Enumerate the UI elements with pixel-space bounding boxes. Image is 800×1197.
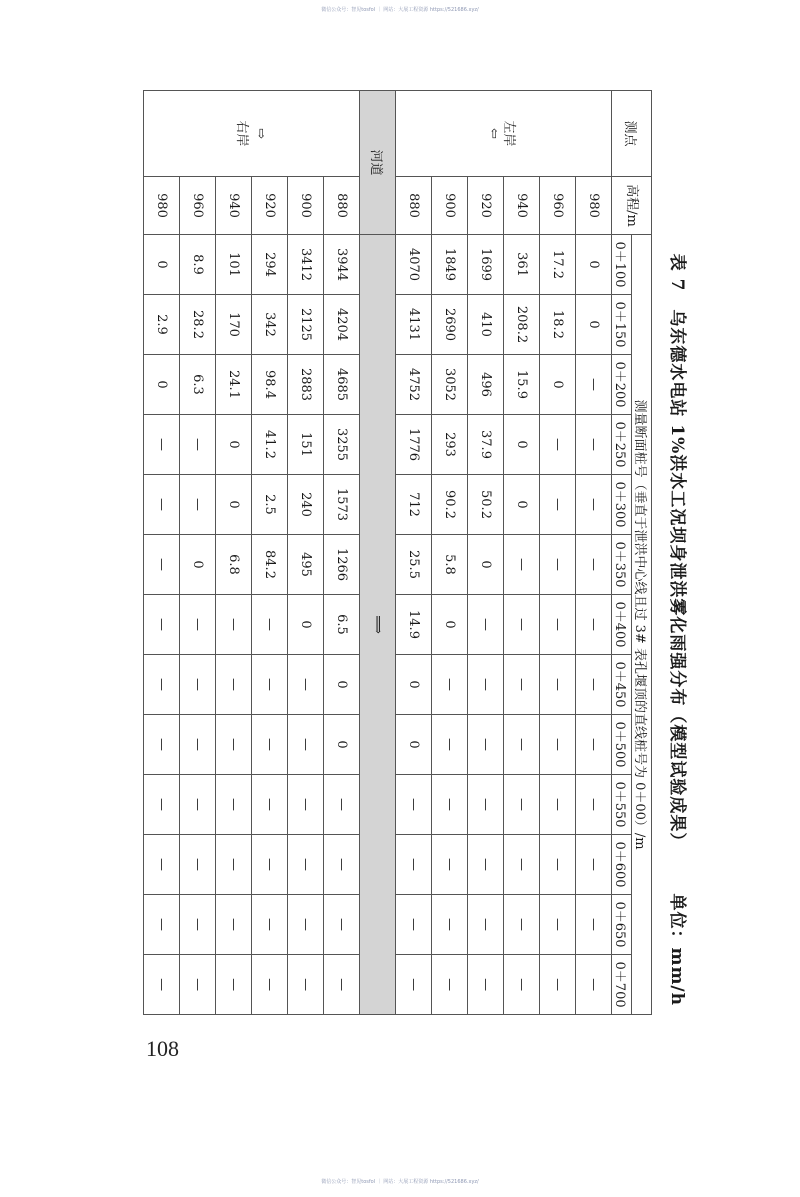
value-cell: — bbox=[216, 835, 252, 895]
value-cell: — bbox=[576, 775, 612, 835]
value-cell: — bbox=[324, 835, 360, 895]
value-cell: 6.8 bbox=[216, 535, 252, 595]
value-cell: — bbox=[468, 655, 504, 715]
value-cell: 342 bbox=[252, 295, 288, 355]
value-cell: — bbox=[324, 775, 360, 835]
value-cell: — bbox=[252, 715, 288, 775]
table-row bbox=[432, 91, 468, 1015]
value-cell: — bbox=[504, 775, 540, 835]
value-cell: 4131 bbox=[396, 295, 432, 355]
value-cell: — bbox=[252, 955, 288, 1015]
value-cell: 0 bbox=[144, 355, 180, 415]
value-cell: — bbox=[180, 895, 216, 955]
elevation-cell: 940 bbox=[504, 177, 540, 235]
table-row bbox=[216, 91, 252, 1015]
value-cell: 14.9 bbox=[396, 595, 432, 655]
value-cell: 0 bbox=[576, 295, 612, 355]
value-cell: — bbox=[576, 595, 612, 655]
station-col-header: 0＋600 bbox=[612, 835, 632, 895]
value-cell: — bbox=[576, 535, 612, 595]
value-cell: — bbox=[144, 535, 180, 595]
value-cell: 2.5 bbox=[252, 475, 288, 535]
value-cell: — bbox=[540, 595, 576, 655]
elevation-cell: 880 bbox=[324, 177, 360, 235]
elevation-cell: 960 bbox=[540, 177, 576, 235]
value-cell: — bbox=[144, 835, 180, 895]
value-cell: — bbox=[180, 595, 216, 655]
table-title: 表 7 乌东德水电站 1%洪水工况坝身泄洪雾化雨强分布（模型试验成果） bbox=[667, 253, 687, 851]
value-cell: — bbox=[468, 955, 504, 1015]
value-cell: — bbox=[252, 895, 288, 955]
value-cell: — bbox=[540, 415, 576, 475]
value-cell: — bbox=[540, 475, 576, 535]
value-cell: — bbox=[216, 655, 252, 715]
elevation-cell: 960 bbox=[180, 177, 216, 235]
value-cell: 0 bbox=[288, 595, 324, 655]
value-cell: 17.2 bbox=[540, 235, 576, 295]
value-cell: 0 bbox=[468, 535, 504, 595]
value-cell: 101 bbox=[216, 235, 252, 295]
value-cell: — bbox=[144, 475, 180, 535]
value-cell: — bbox=[540, 895, 576, 955]
river-row bbox=[360, 91, 396, 1015]
value-cell: 293 bbox=[432, 415, 468, 475]
value-cell: — bbox=[144, 895, 180, 955]
left-bank-label: 左岸 bbox=[501, 120, 517, 147]
value-cell: 24.1 bbox=[216, 355, 252, 415]
section-group-header: 测量断面桩号（垂直于泄洪中心线且过 3# 表孔堰顶的直线桩号为 0＋00）/m bbox=[632, 235, 652, 1015]
value-cell: — bbox=[144, 655, 180, 715]
arrow-right-icon: ⇨ bbox=[253, 128, 269, 139]
value-cell: — bbox=[504, 655, 540, 715]
right-bank-rows bbox=[144, 91, 360, 1015]
river-flow-cell bbox=[360, 235, 396, 1015]
value-cell: — bbox=[396, 895, 432, 955]
value-cell: 151 bbox=[288, 415, 324, 475]
value-cell: 4752 bbox=[396, 355, 432, 415]
value-cell: 0 bbox=[144, 235, 180, 295]
station-col-header: 0＋100 bbox=[612, 235, 632, 295]
station-col-header: 0＋350 bbox=[612, 535, 632, 595]
watermark-bottom: 微信公众号：智见tosfol ｜ 网站：大展工程资源 https://521686.xyz/ bbox=[321, 1179, 479, 1185]
station-header: 测点 bbox=[612, 91, 652, 177]
value-cell: — bbox=[180, 955, 216, 1015]
value-cell: 2.9 bbox=[144, 295, 180, 355]
value-cell: — bbox=[288, 775, 324, 835]
value-cell: — bbox=[252, 655, 288, 715]
value-cell: — bbox=[432, 835, 468, 895]
table-row bbox=[468, 91, 504, 1015]
value-cell: — bbox=[144, 595, 180, 655]
value-cell: — bbox=[396, 775, 432, 835]
station-col-header: 0＋300 bbox=[612, 475, 632, 535]
value-cell: — bbox=[216, 715, 252, 775]
value-cell: 712 bbox=[396, 475, 432, 535]
elevation-cell: 900 bbox=[432, 177, 468, 235]
value-cell: — bbox=[576, 895, 612, 955]
arrow-left-icon: ⇦ bbox=[486, 128, 502, 139]
value-cell: 1849 bbox=[432, 235, 468, 295]
station-col-header: 0＋250 bbox=[612, 415, 632, 475]
value-cell: — bbox=[576, 715, 612, 775]
table-row bbox=[324, 91, 360, 1015]
header-row-1 bbox=[632, 91, 652, 1015]
table-row bbox=[504, 91, 540, 1015]
value-cell: — bbox=[468, 895, 504, 955]
elevation-cell: 940 bbox=[216, 177, 252, 235]
value-cell: — bbox=[540, 715, 576, 775]
value-cell: 25.5 bbox=[396, 535, 432, 595]
value-cell: — bbox=[432, 895, 468, 955]
river-flow-arrow-icon: ⟹ bbox=[370, 615, 385, 634]
value-cell: 0 bbox=[216, 415, 252, 475]
value-cell: 8.9 bbox=[180, 235, 216, 295]
value-cell: — bbox=[504, 535, 540, 595]
value-cell: — bbox=[252, 835, 288, 895]
rain-intensity-table bbox=[143, 90, 652, 1015]
station-col-header: 0＋200 bbox=[612, 355, 632, 415]
value-cell: — bbox=[216, 955, 252, 1015]
value-cell: — bbox=[504, 835, 540, 895]
page-number: 108 bbox=[146, 1036, 179, 1061]
value-cell: — bbox=[504, 955, 540, 1015]
table-row bbox=[540, 91, 576, 1015]
value-cell: 41.2 bbox=[252, 415, 288, 475]
value-cell: — bbox=[504, 895, 540, 955]
left-bank-cell bbox=[396, 91, 612, 177]
value-cell: 3412 bbox=[288, 235, 324, 295]
value-cell: — bbox=[468, 835, 504, 895]
value-cell: 2883 bbox=[288, 355, 324, 415]
station-col-header: 0＋700 bbox=[612, 955, 632, 1015]
value-cell: 361 bbox=[504, 235, 540, 295]
value-cell: 410 bbox=[468, 295, 504, 355]
value-cell: 1776 bbox=[396, 415, 432, 475]
value-cell: — bbox=[576, 655, 612, 715]
value-cell: — bbox=[576, 415, 612, 475]
value-cell: — bbox=[288, 895, 324, 955]
value-cell: 37.9 bbox=[468, 415, 504, 475]
table-unit: 单位：mm/h bbox=[667, 893, 687, 1006]
value-cell: — bbox=[180, 415, 216, 475]
river-label: 河道 bbox=[360, 91, 396, 235]
value-cell: — bbox=[288, 955, 324, 1015]
value-cell: — bbox=[576, 475, 612, 535]
value-cell: 0 bbox=[504, 415, 540, 475]
elevation-cell: 900 bbox=[288, 177, 324, 235]
value-cell: — bbox=[468, 595, 504, 655]
value-cell: 496 bbox=[468, 355, 504, 415]
value-cell: — bbox=[144, 955, 180, 1015]
value-cell: 208.2 bbox=[504, 295, 540, 355]
station-col-header: 0＋500 bbox=[612, 715, 632, 775]
value-cell: — bbox=[180, 775, 216, 835]
value-cell: — bbox=[504, 715, 540, 775]
station-col-header: 0＋450 bbox=[612, 655, 632, 715]
value-cell: 5.8 bbox=[432, 535, 468, 595]
value-cell: 1573 bbox=[324, 475, 360, 535]
elevation-cell: 880 bbox=[396, 177, 432, 235]
value-cell: — bbox=[468, 775, 504, 835]
value-cell: — bbox=[540, 535, 576, 595]
value-cell: 0 bbox=[504, 475, 540, 535]
station-col-header: 0＋550 bbox=[612, 775, 632, 835]
value-cell: — bbox=[252, 595, 288, 655]
value-cell: — bbox=[216, 595, 252, 655]
value-cell: — bbox=[180, 835, 216, 895]
value-cell: 3255 bbox=[324, 415, 360, 475]
value-cell: — bbox=[144, 715, 180, 775]
value-cell: — bbox=[540, 655, 576, 715]
table-row bbox=[144, 91, 180, 1015]
value-cell: 28.2 bbox=[180, 295, 216, 355]
value-cell: 0 bbox=[540, 355, 576, 415]
value-cell: — bbox=[540, 835, 576, 895]
value-cell: — bbox=[324, 955, 360, 1015]
value-cell: 0 bbox=[324, 655, 360, 715]
value-cell: — bbox=[216, 895, 252, 955]
elevation-cell: 980 bbox=[144, 177, 180, 235]
value-cell: 3944 bbox=[324, 235, 360, 295]
station-col-header: 0＋150 bbox=[612, 295, 632, 355]
right-bank-label: 右岸 bbox=[234, 120, 250, 147]
value-cell: 1699 bbox=[468, 235, 504, 295]
value-cell: — bbox=[216, 775, 252, 835]
river-separator bbox=[360, 91, 396, 1015]
value-cell: — bbox=[324, 895, 360, 955]
value-cell: 0 bbox=[396, 655, 432, 715]
value-cell: — bbox=[144, 415, 180, 475]
elevation-cell: 920 bbox=[468, 177, 504, 235]
value-cell: — bbox=[540, 775, 576, 835]
value-cell: 50.2 bbox=[468, 475, 504, 535]
value-cell: 18.2 bbox=[540, 295, 576, 355]
elevation-cell: 920 bbox=[252, 177, 288, 235]
value-cell: — bbox=[252, 775, 288, 835]
station-col-header: 0＋650 bbox=[612, 895, 632, 955]
value-cell: 3052 bbox=[432, 355, 468, 415]
value-cell: 15.9 bbox=[504, 355, 540, 415]
value-cell: — bbox=[540, 955, 576, 1015]
value-cell: 0 bbox=[180, 535, 216, 595]
value-cell: — bbox=[576, 955, 612, 1015]
value-cell: 98.4 bbox=[252, 355, 288, 415]
value-cell: 2125 bbox=[288, 295, 324, 355]
value-cell: 0 bbox=[576, 235, 612, 295]
value-cell: 4070 bbox=[396, 235, 432, 295]
value-cell: — bbox=[180, 655, 216, 715]
value-cell: 4685 bbox=[324, 355, 360, 415]
left-bank-rows bbox=[396, 91, 612, 1015]
value-cell: 90.2 bbox=[432, 475, 468, 535]
right-bank-cell bbox=[144, 91, 360, 177]
value-cell: — bbox=[180, 715, 216, 775]
value-cell: 0 bbox=[324, 715, 360, 775]
elevation-cell: 980 bbox=[576, 177, 612, 235]
value-cell: — bbox=[288, 835, 324, 895]
value-cell: — bbox=[468, 715, 504, 775]
table-caption bbox=[668, 90, 692, 1014]
rotated-table-page bbox=[152, 90, 700, 1014]
value-cell: — bbox=[432, 715, 468, 775]
value-cell: 0 bbox=[396, 715, 432, 775]
value-cell: — bbox=[576, 835, 612, 895]
value-cell: — bbox=[576, 355, 612, 415]
value-cell: 294 bbox=[252, 235, 288, 295]
table-row bbox=[252, 91, 288, 1015]
table-row bbox=[576, 91, 612, 1015]
value-cell: — bbox=[288, 655, 324, 715]
value-cell: 2690 bbox=[432, 295, 468, 355]
value-cell: 0 bbox=[432, 595, 468, 655]
value-cell: 6.3 bbox=[180, 355, 216, 415]
value-cell: 4204 bbox=[324, 295, 360, 355]
table-row bbox=[288, 91, 324, 1015]
value-cell: — bbox=[432, 655, 468, 715]
value-cell: 1266 bbox=[324, 535, 360, 595]
value-cell: — bbox=[396, 835, 432, 895]
value-cell: — bbox=[432, 955, 468, 1015]
value-cell: 495 bbox=[288, 535, 324, 595]
value-cell: — bbox=[396, 955, 432, 1015]
value-cell: — bbox=[504, 595, 540, 655]
value-cell: 170 bbox=[216, 295, 252, 355]
station-col-header: 0＋400 bbox=[612, 595, 632, 655]
value-cell: — bbox=[432, 775, 468, 835]
table-row bbox=[180, 91, 216, 1015]
table-row bbox=[396, 91, 432, 1015]
value-cell: 0 bbox=[216, 475, 252, 535]
value-cell: — bbox=[144, 775, 180, 835]
value-cell: — bbox=[288, 715, 324, 775]
value-cell: — bbox=[180, 475, 216, 535]
value-cell: 84.2 bbox=[252, 535, 288, 595]
value-cell: 240 bbox=[288, 475, 324, 535]
watermark-top: 微信公众号：智见tosfol ｜ 网站：大展工程资源 https://521686.xyz/ bbox=[321, 7, 479, 13]
value-cell: 6.5 bbox=[324, 595, 360, 655]
elevation-header: 高程/m bbox=[612, 177, 652, 235]
